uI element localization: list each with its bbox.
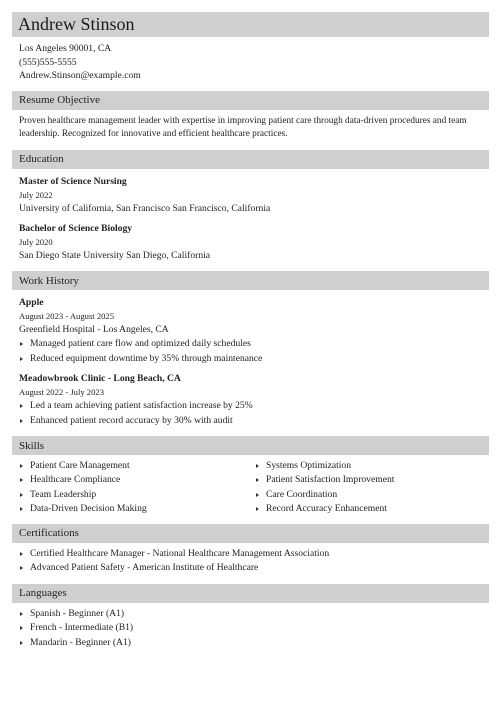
section-title: Education: [19, 153, 64, 166]
list-item: Care Coordination: [255, 488, 484, 502]
list-item: Led a team achieving patient satisfaction increase by 25%: [19, 399, 489, 413]
section-header-certifications: [12, 524, 489, 543]
school: San Diego State University San Diego, California: [19, 249, 211, 261]
date: July 2020: [19, 236, 53, 247]
certifications-list: [12, 543, 489, 576]
contact-block: [12, 37, 489, 83]
section-header-objective: [12, 91, 489, 110]
section-title: Certifications: [19, 527, 79, 540]
company: Meadowbrook Clinic - Long Beach, CA: [19, 373, 181, 385]
work-entry: [12, 366, 489, 399]
section-title: Languages: [19, 587, 67, 600]
list-item: Patient Satisfaction Improvement: [255, 473, 484, 487]
date: August 2023 - August 2025: [19, 311, 115, 322]
date: July 2022: [19, 189, 53, 200]
list-item: Advanced Patient Safety - American Institute of Healthcare: [19, 561, 489, 575]
list-item: Certified Healthcare Manager - National Healthcare Management Association: [19, 547, 489, 561]
languages-list: [12, 603, 489, 650]
name-header: [12, 12, 489, 37]
list-item: Healthcare Compliance: [19, 473, 248, 487]
skills-column-right: [248, 459, 484, 516]
list-item: Mandarin - Beginner (A1): [19, 636, 489, 650]
list-item: Enhanced patient record accuracy by 30% with audit: [19, 414, 489, 428]
company: Apple: [19, 297, 44, 309]
education-entry: [12, 216, 489, 263]
section-title: Work History: [19, 274, 79, 287]
location: Greenfield Hospital - Los Angeles, CA: [19, 324, 169, 336]
list-item: Data-Driven Decision Making: [19, 502, 248, 516]
section-header-work-history: [12, 271, 489, 290]
list-item: French - Intermediate (B1): [19, 621, 489, 635]
skills-column-left: [12, 459, 248, 516]
email: Andrew.Stinson@example.com: [19, 70, 141, 82]
candidate-name: Andrew Stinson: [18, 14, 135, 34]
list-item: Patient Care Management: [19, 459, 248, 473]
section-title: Resume Objective: [19, 94, 100, 107]
list-item: Spanish - Beginner (A1): [19, 607, 489, 621]
degree: Bachelor of Science Biology: [19, 222, 133, 234]
list-item: Team Leadership: [19, 488, 248, 502]
education-entry: [12, 169, 489, 216]
skills-columns: [12, 455, 489, 516]
phone: (555)555-5555: [19, 56, 77, 68]
work-bullets: [12, 337, 489, 366]
list-item: Record Accuracy Enhancement: [255, 502, 484, 516]
date: August 2022 - July 2023: [19, 387, 104, 398]
degree: Master of Science Nursing: [19, 175, 127, 187]
list-item: Managed patient care flow and optimized daily schedules: [19, 337, 489, 351]
list-item: Reduced equipment downtime by 35% through maintenance: [19, 352, 489, 366]
school: University of California, San Francisco San Francisco, California: [19, 202, 271, 214]
section-header-languages: [12, 584, 489, 603]
list-item: Systems Optimization: [255, 459, 484, 473]
address: Los Angeles 90001, CA: [19, 43, 112, 54]
objective-text: Proven healthcare management leader with expertise in improving patient care through data-driven procedures and team leadership. Recognized for innovative and efficient healthcare practices.: [19, 115, 467, 140]
section-header-education: [12, 150, 489, 169]
section-header-skills: [12, 436, 489, 455]
work-bullets: [12, 399, 489, 428]
work-entry: [12, 290, 489, 337]
section-title: Skills: [19, 439, 45, 452]
